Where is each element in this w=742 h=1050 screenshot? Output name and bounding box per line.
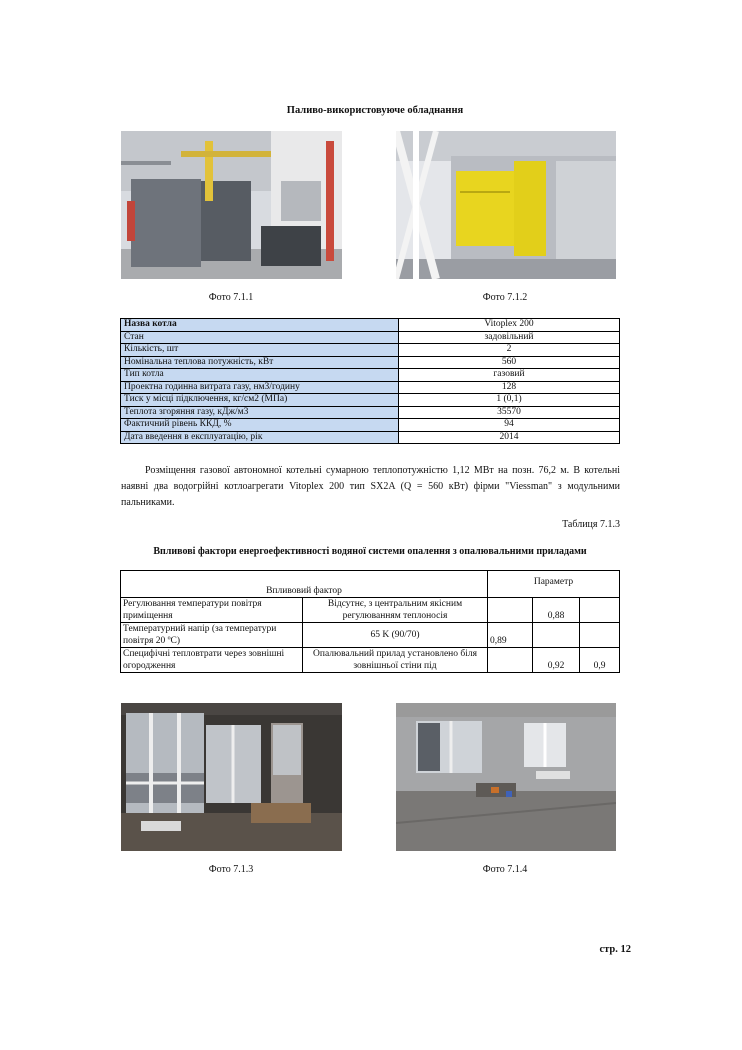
spec-value: задовільний (399, 331, 620, 344)
table-label: Таблиця 7.1.3 (562, 519, 620, 530)
param-cell (533, 623, 580, 648)
table-row (121, 406, 620, 419)
photo-caption-3: Фото 7.1.3 (208, 864, 254, 875)
table-row (121, 571, 620, 598)
param-cell: 0,92 (533, 648, 580, 673)
param-cell (488, 598, 533, 623)
desc-cell: Відсутнє, з центральним якісним регулюванням теплоносія (303, 598, 488, 623)
table-row (121, 369, 620, 382)
photo-caption-2: Фото 7.1.2 (482, 292, 528, 303)
table-row (121, 431, 620, 444)
factors-title: Впливові фактори енергоефективності водяної системи опалення з опалювальними приладами (153, 546, 587, 557)
factor-cell: Температурний напір (за температури повітря 20 ºС) (121, 623, 303, 648)
spec-value: 1 (0,1) (399, 394, 620, 407)
factor-cell: Регулювання температури повітря приміщення (121, 598, 303, 623)
photo-caption-1: Фото 7.1.1 (208, 292, 254, 303)
spec-value: 560 (399, 356, 620, 369)
table-row (121, 394, 620, 407)
table-row (121, 319, 620, 332)
spec-key: Дата введення в експлуатацію, рік (121, 431, 399, 444)
spec-key: Тиск у місці підключення, кг/см2 (МПа) (121, 394, 399, 407)
table-row (121, 648, 620, 673)
table-row (121, 356, 620, 369)
factor-cell: Специфічні тепловтрати через зовнішні огородження (121, 648, 303, 673)
spec-key: Теплота згоряння газу, кДж/м3 (121, 406, 399, 419)
table-row (121, 344, 620, 357)
spec-key: Фактичний рівень ККД, % (121, 419, 399, 432)
paragraph-text: Розміщення газової автономної котельні сумарною теплопотужністю 1,12 МВт на позн. 76,2 м. В котельні наявні два водогрійні котлоагрегати Vitoplex 200 тип SX2A (Q = 560 кВт) фірми "Viessman" з модульними пальниками. (121, 465, 620, 508)
photo-caption-4: Фото 7.1.4 (482, 864, 528, 875)
spec-value: газовий (399, 369, 620, 382)
param-cell: 0,9 (580, 648, 620, 673)
header-factor: Впливовий фактор (121, 571, 488, 598)
param-cell: 0,88 (533, 598, 580, 623)
photo-apartment-windows (121, 703, 342, 851)
param-cell (488, 648, 533, 673)
photo-boiler-room (121, 131, 342, 279)
param-cell (580, 598, 620, 623)
table-row (121, 331, 620, 344)
spec-value: 128 (399, 381, 620, 394)
spec-key: Стан (121, 331, 399, 344)
spec-key: Тип котла (121, 369, 399, 382)
spec-value: 2014 (399, 431, 620, 444)
photo-bare-room (396, 703, 616, 851)
param-cell: 0,89 (488, 623, 533, 648)
page-number: стр. 12 (599, 944, 631, 955)
page-title: Паливо-використовуюче обладнання (286, 105, 464, 116)
photo-gas-cabinets (396, 131, 616, 279)
table-row (121, 419, 620, 432)
spec-key: Проектна годинна витрата газу, нм3/годину (121, 381, 399, 394)
param-cell (580, 623, 620, 648)
desc-cell: Опалювальний прилад установлено біля зовнішньої стіни під (303, 648, 488, 673)
spec-key: Назва котла (121, 319, 399, 332)
table-row (121, 598, 620, 623)
spec-key: Номінальна теплова потужність, кВт (121, 356, 399, 369)
spec-value: 94 (399, 419, 620, 432)
table-row (121, 381, 620, 394)
header-param: Параметр (488, 571, 620, 598)
body-paragraph (121, 463, 620, 511)
spec-key: Кількість, шт (121, 344, 399, 357)
table-row (121, 623, 620, 648)
spec-value: 2 (399, 344, 620, 357)
boiler-spec-table (120, 318, 620, 444)
spec-value: 35570 (399, 406, 620, 419)
desc-cell: 65 K (90/70) (303, 623, 488, 648)
factors-table (120, 570, 620, 673)
spec-value: Vitoplex 200 (399, 319, 620, 332)
